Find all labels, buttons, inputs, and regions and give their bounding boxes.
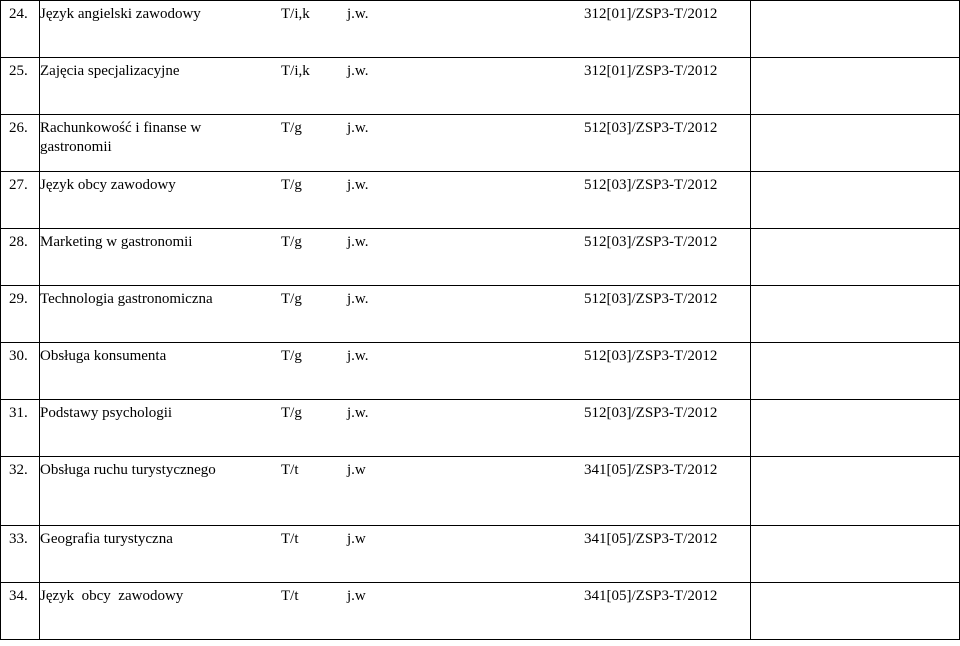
subject-name: Język obcy zawodowy	[40, 177, 176, 193]
row-details-cell	[40, 400, 751, 457]
program-code: 512[03]/ZSP3-T/2012	[584, 405, 718, 421]
same-as-above: j.w.	[347, 6, 369, 22]
table-row	[1, 172, 960, 229]
row-number: 34.	[1, 583, 40, 640]
row-details-cell	[40, 58, 751, 115]
subject-name: Zajęcia specjalizacyjne	[40, 63, 180, 79]
row-number: 32.	[1, 457, 40, 526]
subject-name: Podstawy psychologii	[40, 405, 173, 421]
empty-cell	[751, 526, 960, 583]
row-number: 29.	[1, 286, 40, 343]
subject-name: Obsługa ruchu turystycznego	[40, 462, 216, 478]
empty-cell	[751, 58, 960, 115]
row-number: 25.	[1, 58, 40, 115]
subject-type: T/t	[281, 588, 299, 604]
subject-name: Język angielski zawodowy	[40, 6, 201, 22]
same-as-above: j.w.	[347, 405, 369, 421]
same-as-above: j.w.	[347, 348, 369, 364]
subject-name: Technologia gastronomiczna	[40, 291, 213, 307]
program-code: 341[05]/ZSP3-T/2012	[584, 531, 718, 547]
row-number: 31.	[1, 400, 40, 457]
row-details-cell	[40, 172, 751, 229]
empty-cell	[751, 343, 960, 400]
row-number: 33.	[1, 526, 40, 583]
table-row	[1, 526, 960, 583]
same-as-above: j.w.	[347, 291, 369, 307]
subject-type: T/t	[281, 531, 299, 547]
program-code: 312[01]/ZSP3-T/2012	[584, 6, 718, 22]
empty-cell	[751, 1, 960, 58]
subject-type: T/g	[281, 405, 302, 421]
same-as-above: j.w	[347, 462, 366, 478]
program-code: 512[03]/ZSP3-T/2012	[584, 177, 718, 193]
program-code: 341[05]/ZSP3-T/2012	[584, 588, 718, 604]
same-as-above: j.w.	[347, 63, 369, 79]
subject-type: T/g	[281, 348, 302, 364]
same-as-above: j.w	[347, 531, 366, 547]
table-row	[1, 286, 960, 343]
row-details-cell	[40, 115, 751, 172]
subject-type: T/t	[281, 462, 299, 478]
subject-name: Rachunkowość i finanse w gastronomii	[40, 120, 202, 155]
table-row	[1, 1, 960, 58]
empty-cell	[751, 229, 960, 286]
empty-cell	[751, 400, 960, 457]
subject-name: Geografia turystyczna	[40, 531, 173, 547]
program-code: 512[03]/ZSP3-T/2012	[584, 120, 718, 136]
empty-cell	[751, 172, 960, 229]
program-code: 312[01]/ZSP3-T/2012	[584, 63, 718, 79]
program-code: 512[03]/ZSP3-T/2012	[584, 291, 718, 307]
program-code: 512[03]/ZSP3-T/2012	[584, 348, 718, 364]
subject-name: Marketing w gastronomii	[40, 234, 193, 250]
row-details-cell	[40, 343, 751, 400]
same-as-above: j.w	[347, 588, 366, 604]
table-row	[1, 58, 960, 115]
program-code: 512[03]/ZSP3-T/2012	[584, 234, 718, 250]
same-as-above: j.w.	[347, 234, 369, 250]
empty-cell	[751, 457, 960, 526]
row-details-cell	[40, 229, 751, 286]
row-number: 28.	[1, 229, 40, 286]
table-row	[1, 457, 960, 526]
row-number: 26.	[1, 115, 40, 172]
subject-type: T/i,k	[281, 63, 310, 79]
table-row	[1, 400, 960, 457]
row-number: 27.	[1, 172, 40, 229]
table-row	[1, 229, 960, 286]
program-code: 341[05]/ZSP3-T/2012	[584, 462, 718, 478]
table-row	[1, 583, 960, 640]
row-details-cell	[40, 286, 751, 343]
subject-type: T/g	[281, 291, 302, 307]
same-as-above: j.w.	[347, 177, 369, 193]
row-number: 30.	[1, 343, 40, 400]
row-number: 24.	[1, 1, 40, 58]
row-details-cell	[40, 583, 751, 640]
empty-cell	[751, 286, 960, 343]
table-row	[1, 115, 960, 172]
subject-name: Obsługa konsumenta	[40, 348, 167, 364]
row-details-cell	[40, 457, 751, 526]
empty-cell	[751, 115, 960, 172]
subject-type: T/g	[281, 177, 302, 193]
subject-type: T/g	[281, 120, 302, 136]
same-as-above: j.w.	[347, 120, 369, 136]
table-row	[1, 343, 960, 400]
empty-cell	[751, 583, 960, 640]
subject-name: Język obcy zawodowy	[40, 588, 184, 604]
row-details-cell	[40, 1, 751, 58]
subject-type: T/i,k	[281, 6, 310, 22]
subject-type: T/g	[281, 234, 302, 250]
row-details-cell	[40, 526, 751, 583]
